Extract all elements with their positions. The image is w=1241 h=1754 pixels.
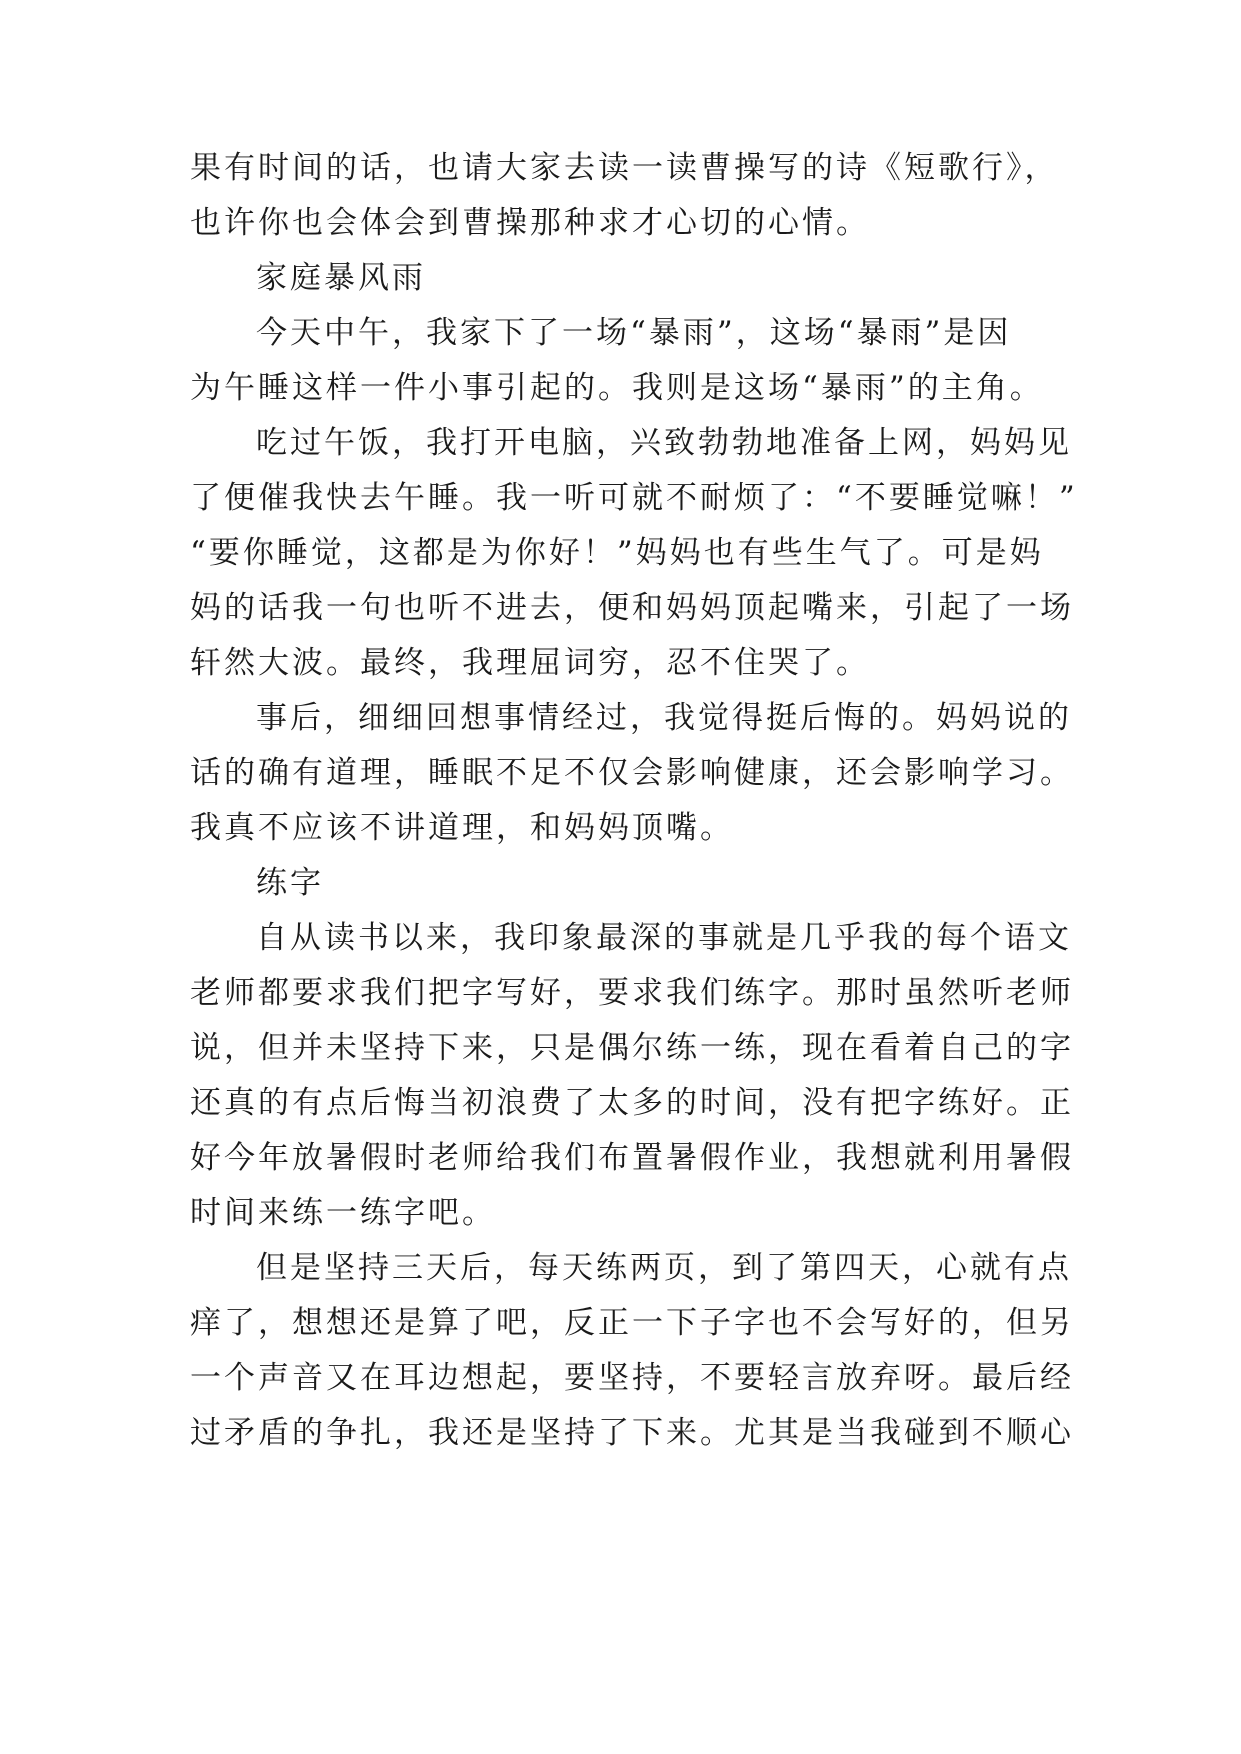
text-line: 一个声音又在耳边想起，要坚持，不要轻言放弃呀。最后经 <box>190 1360 1074 1396</box>
text-line: 老师都要求我们把字写好，要求我们练字。那时虽然听老师 <box>190 975 1074 1011</box>
section-heading: 练字 <box>256 865 324 901</box>
text-line: 果有时间的话，也请大家去读一读曹操写的诗《短歌行》， <box>190 150 1059 186</box>
text-line: 过矛盾的争扎，我还是坚持了下来。尤其是当我碰到不顺心 <box>190 1415 1074 1451</box>
text-line: 时间来练一练字吧。 <box>190 1195 496 1231</box>
text-line: 吃过午饭，我打开电脑，兴致勃勃地准备上网，妈妈见 <box>256 425 1072 461</box>
text-line: 今天中午，我家下了一场“暴雨”，这场“暴雨”是因 <box>256 315 1012 351</box>
text-line: 话的确有道理，睡眠不足不仅会影响健康，还会影响学习。 <box>190 755 1074 791</box>
text-line: 还真的有点后悔当初浪费了太多的时间，没有把字练好。正 <box>190 1085 1074 1121</box>
text-line: 事后，细细回想事情经过，我觉得挺后悔的。妈妈说的 <box>256 700 1072 736</box>
text-line: 但是坚持三天后，每天练两页，到了第四天，心就有点 <box>256 1250 1072 1286</box>
text-line: 说，但并未坚持下来，只是偶尔练一练，现在看着自己的字 <box>190 1030 1074 1066</box>
text-line: 轩然大波。最终，我理屈词穷，忍不住哭了。 <box>190 645 870 681</box>
text-line: 妈的话我一句也听不进去，便和妈妈顶起嘴来，引起了一场 <box>190 590 1074 626</box>
text-line: 痒了，想想还是算了吧，反正一下子字也不会写好的，但另 <box>190 1305 1074 1341</box>
text-line: 也许你也会体会到曹操那种求才心切的心情。 <box>190 205 870 241</box>
text-line: 好今年放暑假时老师给我们布置暑假作业，我想就利用暑假 <box>190 1140 1074 1176</box>
text-line: “要你睡觉，这都是为你好！”妈妈也有些生气了。可是妈 <box>190 535 1044 571</box>
text-line: 我真不应该不讲道理，和妈妈顶嘴。 <box>190 810 734 846</box>
text-line: 自从读书以来，我印象最深的事就是几乎我的每个语文 <box>256 920 1072 956</box>
text-line: 为午睡这样一件小事引起的。我则是这场“暴雨”的主角。 <box>190 370 1044 406</box>
text-line: 了便催我快去午睡。我一听可就不耐烦了：“不要睡觉嘛！” <box>190 480 1078 516</box>
section-heading: 家庭暴风雨 <box>256 260 426 296</box>
